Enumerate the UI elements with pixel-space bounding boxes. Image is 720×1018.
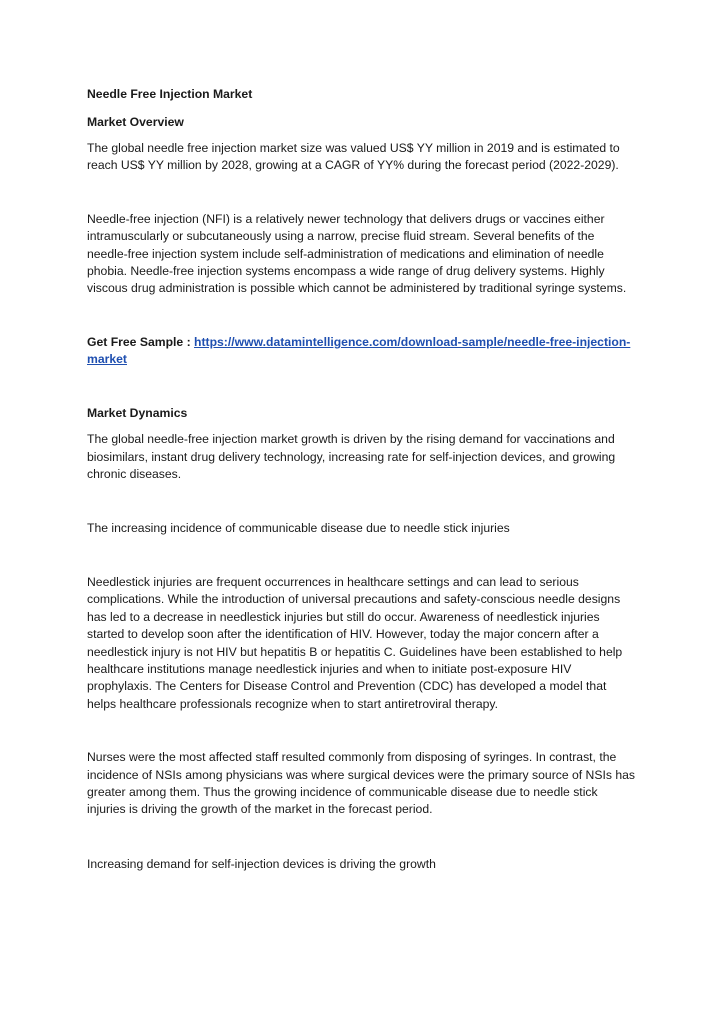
self-injection-subheading: Increasing demand for self-injection devices is driving the growth: [87, 856, 436, 871]
dynamics-paragraph: The global needle-free injection market growth is driven by the rising demand for vaccinations and biosimilars, instant drug delivery technology, increasing rate for self-injection devices, and growing chronic diseases.: [87, 432, 616, 482]
free-sample-link[interactable]: https://www.datamintelligence.com/download-sample/needle-free-injection-market: [87, 334, 631, 367]
document-title: Needle Free Injection Market: [87, 87, 253, 101]
nurses-paragraph: Nurses were the most affected staff resulted commonly from disposing of syringes. In contrast, the incidence of NSIs among physicians was where surgical devices were the primary source of NSIs has greater among them. Thus the growing incidence of communicable disease due to needle stick injuries is driving the growth of the market in the forecast period.: [87, 750, 636, 817]
needlestick-paragraph: Needlestick injuries are frequent occurrences in healthcare settings and can lead to serious complications. While the introduction of universal precautions and safety-conscious needle designs has led to a decrease in needlestick injuries but still do occur. Awareness of needlestick injuries started to develop soon after the identification of HIV. However, today the major concern after a needlestick injury is not HIV but hepatitis B or hepatitis C. Guidelines have been established to help healthcare institutions manage needlestick injuries and when to initiate post-exposure HIV prophylaxis. The Centers for Disease Control and Prevention (CDC) has developed a model that helps healthcare professionals recognize when to start antiretroviral therapy.: [87, 574, 623, 711]
nfi-paragraph: Needle-free injection (NFI) is a relatively newer technology that delivers drugs or vaccines either intramuscularly or subcutaneously using a narrow, precise fluid stream. Several benefits of the needle-free injection system include self-administration of medications and elimination of needle phobia. Needle-free injection systems encompass a wide range of drug delivery systems. Highly viscous drug administration is possible which cannot be administered by traditional syringe systems.: [87, 211, 627, 296]
free-sample-label: Get Free Sample :: [87, 334, 195, 349]
overview-paragraph: The global needle free injection market size was valued US$ YY million in 2019 and is estimated to reach US$ YY million by 2028, growing at a CAGR of YY% during the forecast period (2022-2029).: [87, 141, 620, 173]
incidence-subheading: The increasing incidence of communicable disease due to needle stick injuries: [87, 520, 510, 535]
dynamics-heading: Market Dynamics: [87, 405, 188, 420]
free-sample-line: [87, 334, 635, 369]
document-page: [87, 86, 635, 873]
overview-heading: Market Overview: [87, 114, 184, 129]
